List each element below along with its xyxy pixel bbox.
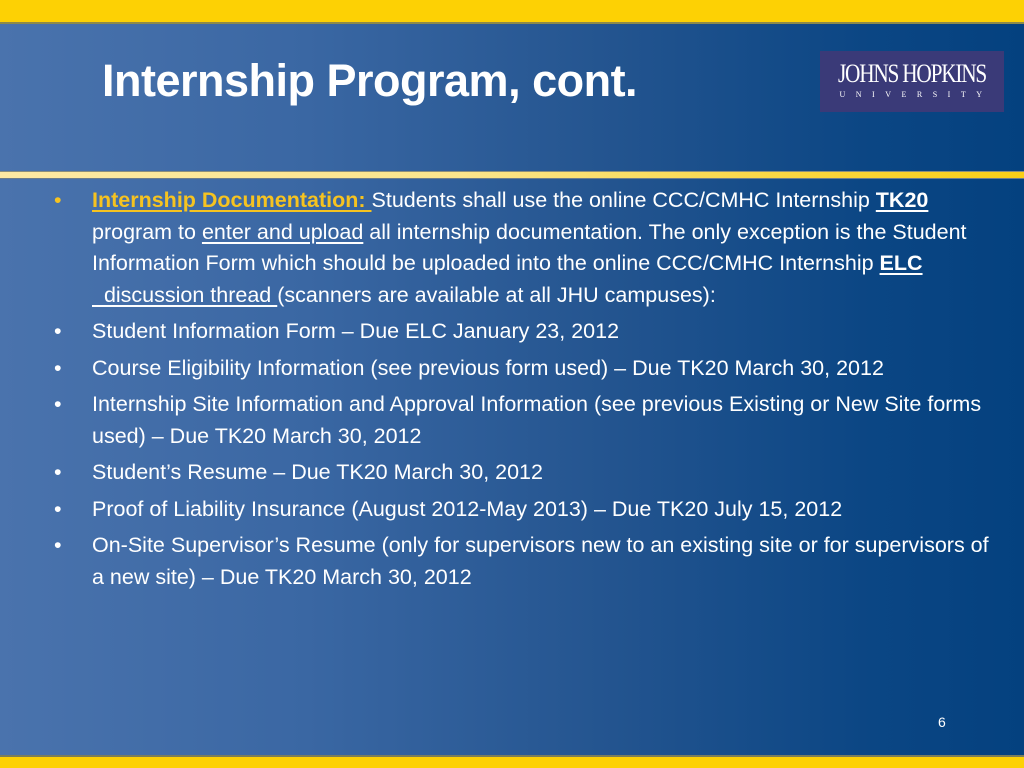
bullet-item: [54, 389, 994, 452]
bullet-text: Course Eligibility Information (see previous form used) – Due TK20 March 30, 2012: [92, 355, 884, 380]
bullet-icon: •: [54, 496, 62, 521]
bullet-text: Student Information Form – Due ELC January 23, 2012: [92, 319, 620, 343]
bullet-list: [54, 185, 994, 598]
slide-title: Internship Program, cont.: [102, 55, 638, 106]
tk20-link[interactable]: TK20: [875, 188, 929, 212]
logo-main-text: JOHNS HOPKINS: [837, 59, 987, 88]
bullet-item: [54, 353, 994, 385]
bullet-item-documentation: [54, 185, 994, 311]
bullet-item: [54, 457, 994, 489]
logo-sub-text: UNIVERSITY: [839, 90, 993, 99]
intro-text-2: program to: [92, 219, 202, 244]
bullet-icon: •: [54, 355, 62, 380]
intro-text-3: all internship documentation. The only exception is the Student Information Form which should be uploaded into the online CCC/CMHC Internship: [92, 219, 967, 275]
bullet-item: [54, 316, 994, 348]
bullet-item: [54, 494, 994, 526]
discussion-thread-link[interactable]: discussion thread: [92, 282, 278, 307]
bullet-text: Internship Site Information and Approval Information (see previous Existing or New Site forms used) – Due TK20 March 30, 2012: [92, 392, 982, 448]
bullet-text: Student’s Resume – Due TK20 March 30, 2012: [92, 460, 543, 484]
bullet-text: On-Site Supervisor’s Resume (only for supervisors new to an existing site or for supervisors of a new site) – Due TK20 March 30, 2012: [92, 533, 989, 589]
bottom-accent-bar: [0, 755, 1024, 768]
title-divider: [0, 171, 1024, 179]
page-number: 6: [938, 714, 946, 730]
bullet-icon: •: [54, 533, 62, 557]
bullet-text: Proof of Liability Insurance (August 2012-May 2013) – Due TK20 July 15, 2012: [92, 496, 843, 521]
intro-text-1: Students shall use the online CCC/CMHC Internship: [371, 188, 876, 212]
documentation-heading[interactable]: Internship Documentation:: [92, 188, 372, 212]
elc-link[interactable]: ELC: [879, 251, 923, 275]
jhu-logo: [820, 51, 1004, 112]
intro-text-4: (scanners are available at all JHU campuses):: [277, 282, 716, 307]
bullet-item: [54, 530, 994, 593]
bullet-icon: •: [54, 319, 62, 343]
enter-upload-link[interactable]: enter and upload: [201, 219, 364, 244]
bullet-icon: •: [54, 188, 62, 212]
top-accent-bar: [0, 0, 1024, 24]
bullet-icon: •: [54, 392, 62, 416]
bullet-icon: •: [54, 460, 62, 484]
